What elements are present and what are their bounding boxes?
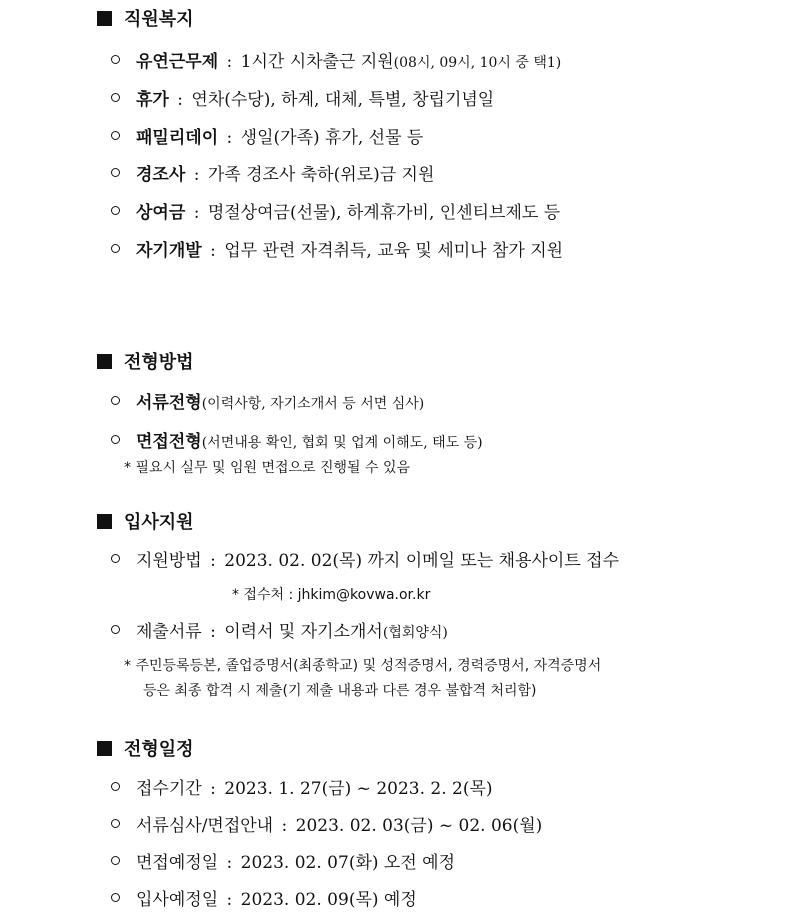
circle-bullet-icon — [111, 396, 120, 405]
welfare-item: 경조사 : 가족 경조사 축하(위로)금 지원 — [111, 163, 434, 187]
circle-bullet-icon — [111, 244, 120, 253]
screening-section-title: 전형방법 — [97, 351, 194, 375]
apply-section-title: 입사지원 — [97, 511, 194, 535]
welfare-item: 유연근무제 : 1시간 시차출근 지원(08시, 09시, 10시 중 택1) — [111, 50, 561, 75]
circle-bullet-icon — [111, 625, 120, 634]
schedule-item: 서류심사/면접안내 : 2023. 02. 03(금) ~ 02. 06(월) — [111, 814, 542, 838]
screening-item: 면접전형(서면내용 확인, 협회 및 업계 이해도, 태도 등) — [111, 430, 483, 455]
screening-note: * 필요시 실무 및 임원 면접으로 진행될 수 있음 — [124, 460, 411, 476]
schedule-section-title: 전형일정 — [97, 738, 194, 762]
apply-docs-note: * 주민등록등본, 졸업증명서(최종학교) 및 성적증명서, 경력증명서, 자격증명서 — [124, 658, 602, 674]
apply-method: 지원방법 : 2023. 02. 02(목) 까지 이메일 또는 채용사이트 접수 — [111, 549, 619, 573]
circle-bullet-icon — [111, 554, 120, 563]
welfare-item: 자기개발 : 업무 관련 자격취득, 교육 및 세미나 참가 지원 — [111, 239, 563, 263]
circle-bullet-icon — [111, 206, 120, 215]
square-bullet-icon — [97, 354, 112, 369]
circle-bullet-icon — [111, 55, 120, 64]
circle-bullet-icon — [111, 168, 120, 177]
circle-bullet-icon — [111, 435, 120, 444]
apply-docs-note-continued: 등은 최종 합격 시 제출(기 제출 내용과 다른 경우 불합격 처리함) — [143, 683, 537, 699]
circle-bullet-icon — [111, 131, 120, 140]
square-bullet-icon — [97, 741, 112, 756]
square-bullet-icon — [97, 11, 112, 26]
circle-bullet-icon — [111, 819, 120, 828]
circle-bullet-icon — [111, 93, 120, 102]
welfare-item: 휴가 : 연차(수당), 하계, 대체, 특별, 창립기념일 — [111, 88, 494, 112]
schedule-item: 접수기간 : 2023. 1. 27(금) ~ 2023. 2. 2(목) — [111, 777, 493, 801]
welfare-section-title: 직원복지 — [97, 8, 194, 32]
schedule-item: 입사예정일 : 2023. 02. 09(목) 예정 — [111, 888, 417, 912]
schedule-item: 면접예정일 : 2023. 02. 07(화) 오전 예정 — [111, 851, 455, 875]
circle-bullet-icon — [111, 893, 120, 902]
welfare-item: 패밀리데이 : 생일(가족) 휴가, 선물 등 — [111, 126, 423, 150]
apply-docs: 제출서류 : 이력서 및 자기소개서(협회양식) — [111, 620, 448, 645]
square-bullet-icon — [97, 514, 112, 529]
circle-bullet-icon — [111, 782, 120, 791]
screening-item: 서류전형(이력사항, 자기소개서 등 서면 심사) — [111, 391, 424, 416]
welfare-item: 상여금 : 명절상여금(선물), 하계휴가비, 인센티브제도 등 — [111, 201, 560, 225]
circle-bullet-icon — [111, 856, 120, 865]
apply-contact-note: * 접수처 : jhkim@kovwa.or.kr — [232, 587, 431, 603]
